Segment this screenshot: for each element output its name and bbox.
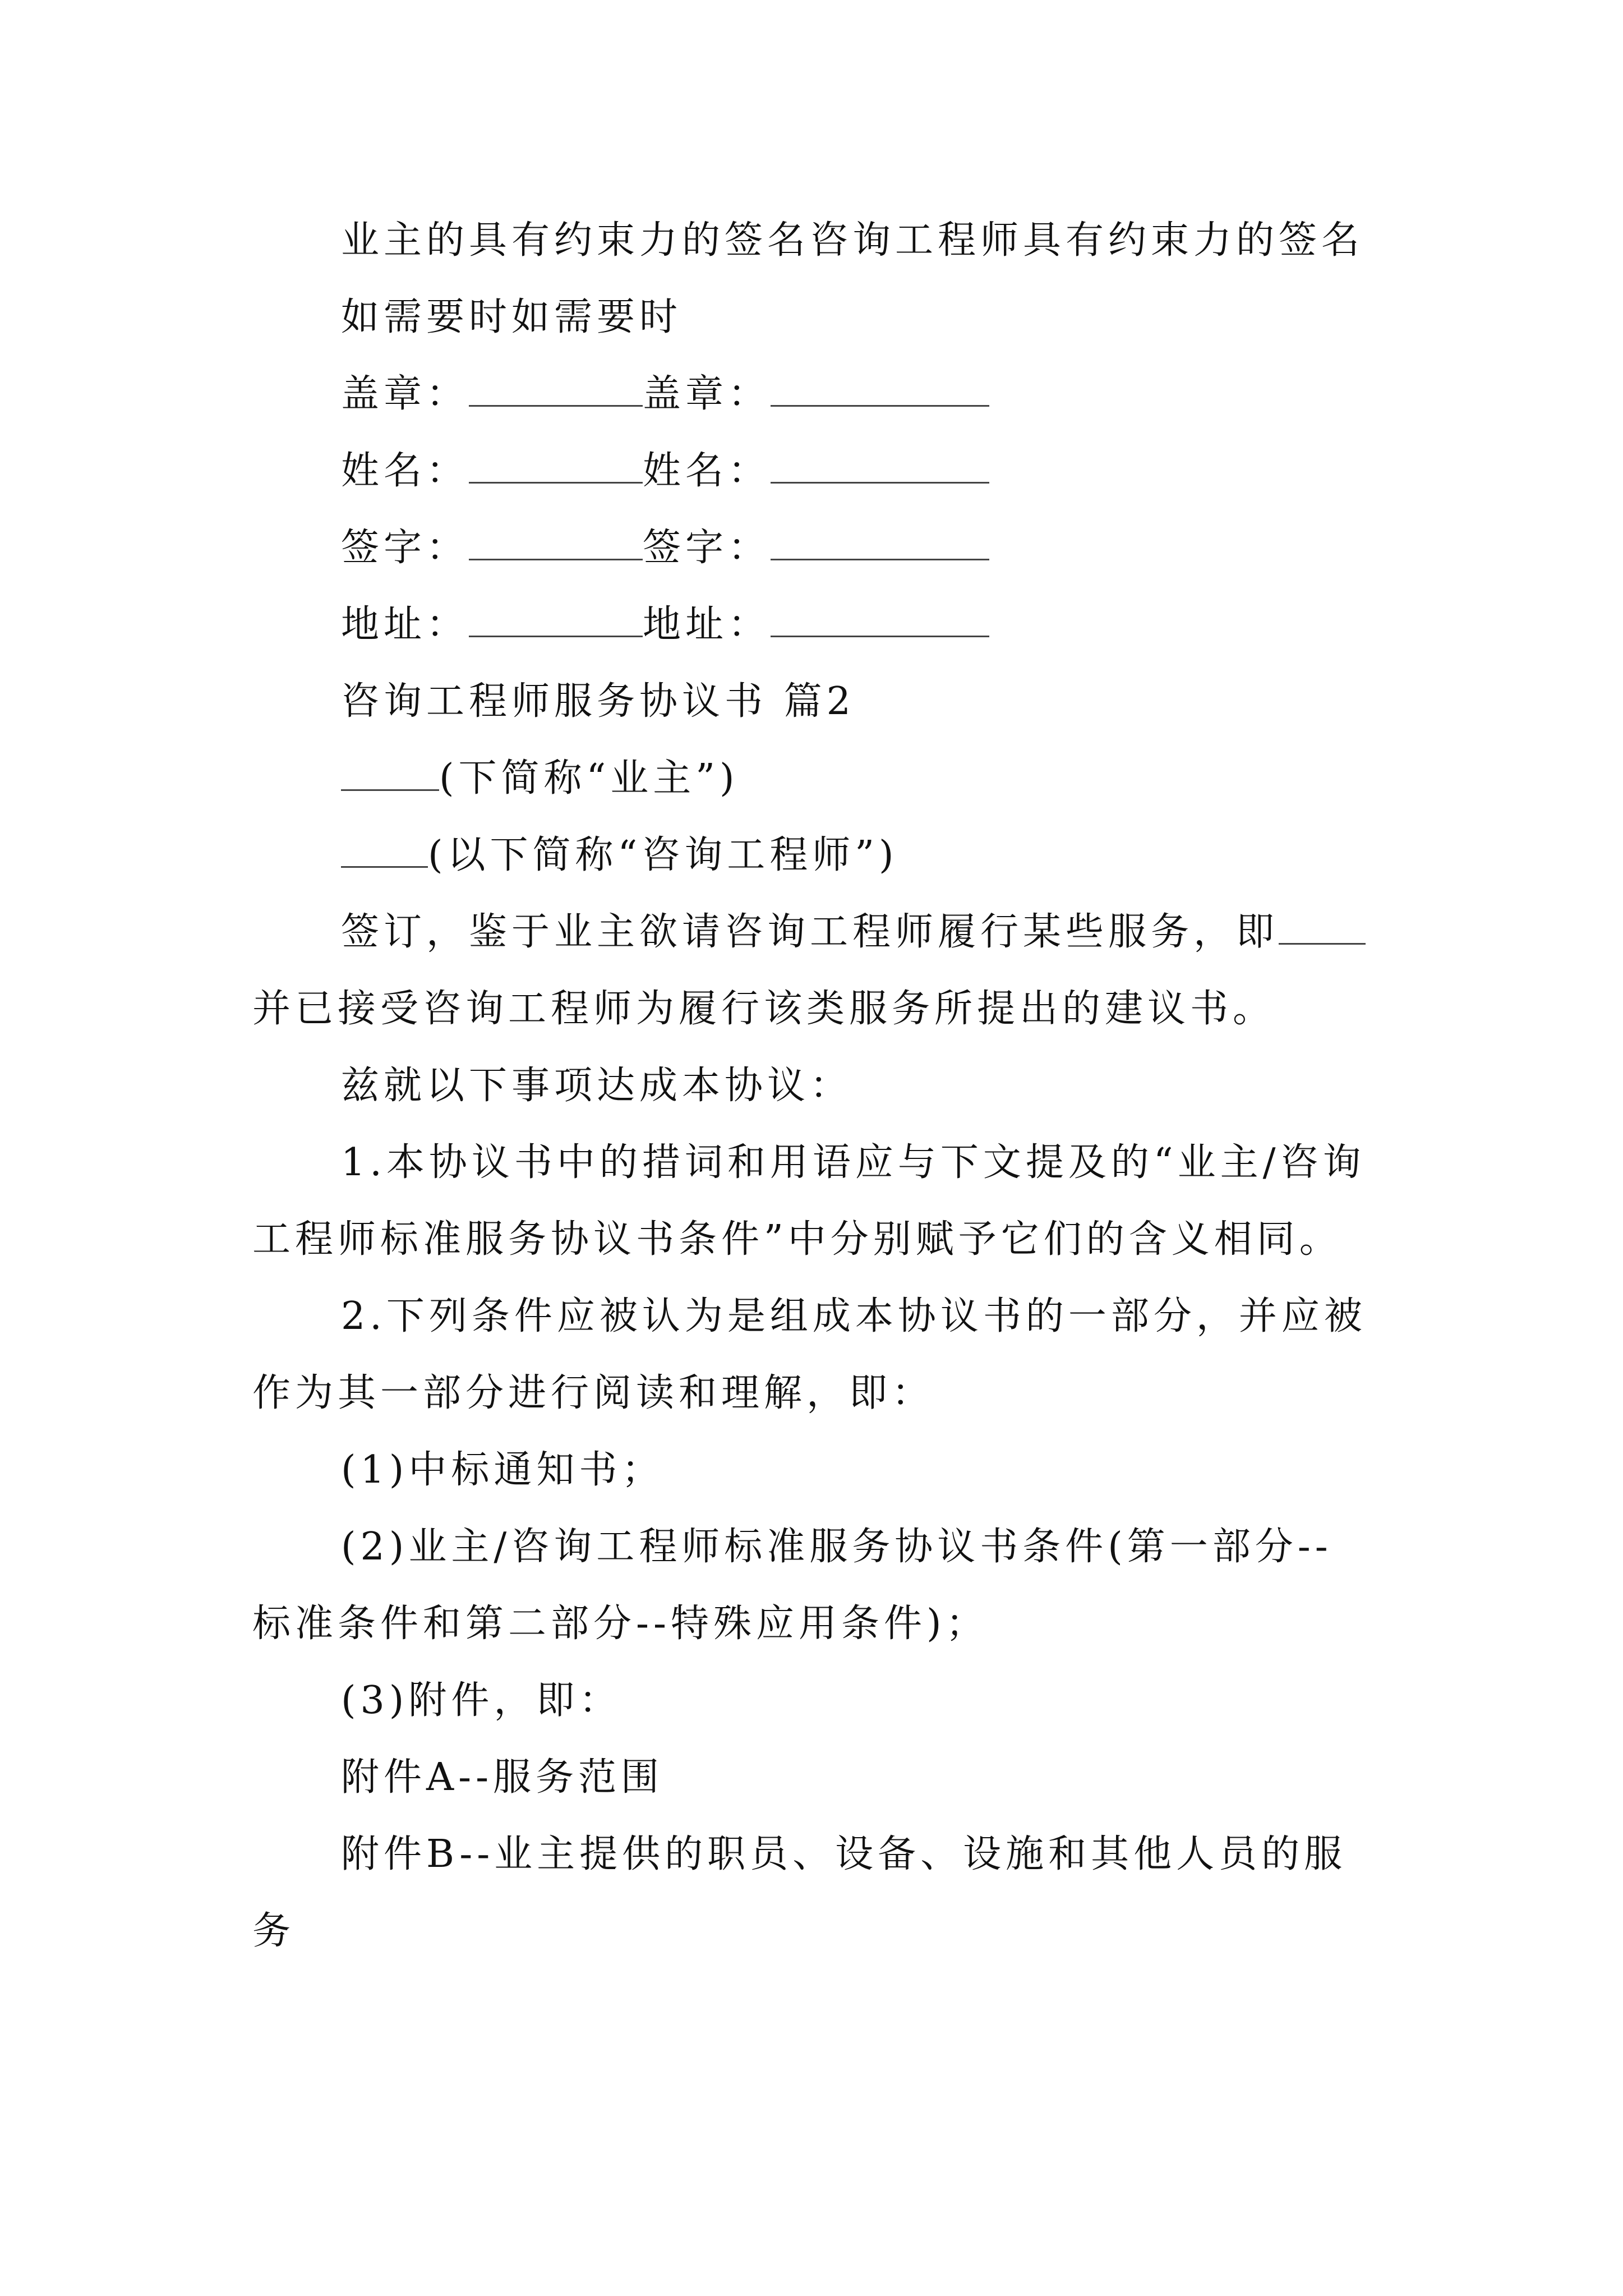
seal-label-left: 盖章： [341, 372, 469, 416]
signature-blank-right[interactable] [771, 527, 989, 560]
name-row [252, 432, 1374, 509]
item-2: 2.下列条件应被认为是组成本协议书的一部分，并应被作为其一部分进行阅读和理解，即： [252, 1294, 1367, 1415]
address-blank-left[interactable] [469, 604, 643, 637]
sub-item-3: (3)附件，即： [341, 1678, 622, 1723]
agreement-intro: 兹就以下事项达成本协议： [341, 1064, 853, 1108]
service-blank[interactable] [1279, 912, 1366, 945]
sub-item-2: (2)业主/咨询工程师标准服务协议书条件(第一部分--标准条件和第二部分--特殊应用条件)； [252, 1525, 1332, 1646]
seal-row [252, 356, 1374, 432]
section-title: 咨询工程师服务协议书 篇2 [341, 679, 855, 724]
address-label-left: 地址： [341, 602, 469, 647]
item-1: 1.本协议书中的措词和用语应与下文提及的“业主/咨询工程师标准服务协议书条件”中分别赋予它们的含义相同。 [252, 1140, 1366, 1262]
seal-blank-right[interactable] [771, 374, 989, 407]
signed-paragraph [252, 894, 1374, 970]
engineer-blank[interactable] [341, 835, 428, 868]
annex-b: 附件B--业主提供的职员、设备、设施和其他人员的服务 [252, 1832, 1347, 1953]
if-needed-line: 如需要时如需要时 [341, 295, 683, 339]
owner-abbrev-text: (下简称“业主”) [439, 756, 739, 800]
signature-label-left: 签字： [341, 526, 469, 570]
seal-blank-left[interactable] [469, 374, 643, 407]
document-page [252, 202, 1374, 1970]
engineer-abbrev-line [252, 817, 1374, 894]
address-blank-right[interactable] [771, 604, 989, 637]
address-label-right: 地址： [643, 602, 771, 647]
annex-a: 附件A--服务范围 [341, 1755, 664, 1800]
name-label-right: 姓名： [643, 449, 771, 493]
signed-paragraph-cont: 并已接受咨询工程师为履行该类服务所提出的建议书。 [252, 987, 1276, 1031]
name-blank-right[interactable] [771, 450, 989, 484]
signed-text-1: 签订，鉴于业主欲请咨询工程师履行某些服务，即 [341, 910, 1279, 954]
signature-row [252, 509, 1374, 586]
name-label-left: 姓名： [341, 449, 469, 493]
engineer-abbrev-text: (以下简称“咨询工程师”) [428, 833, 898, 877]
address-row [252, 586, 1374, 663]
name-blank-left[interactable] [469, 450, 643, 484]
signature-heading: 业主的具有约束力的签名咨询工程师具有约束力的签名 [341, 218, 1364, 263]
owner-blank[interactable] [341, 758, 439, 791]
owner-abbrev-line [252, 740, 1374, 817]
signature-blank-left[interactable] [469, 527, 643, 560]
sub-item-1: (1)中标通知书； [341, 1448, 665, 1492]
signature-label-right: 签字： [643, 526, 771, 570]
seal-label-right: 盖章： [643, 372, 771, 416]
